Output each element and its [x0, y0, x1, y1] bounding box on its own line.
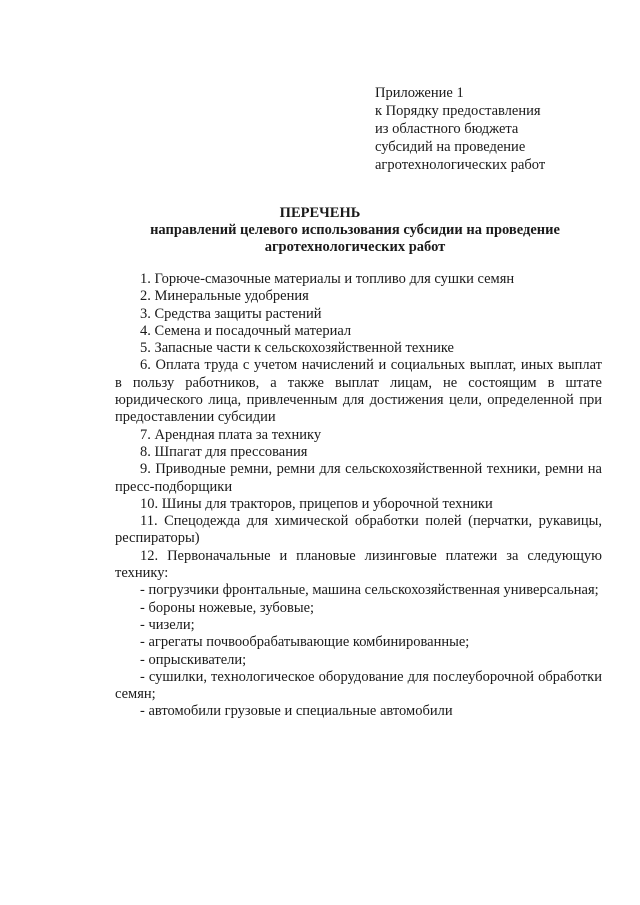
- list-item: - погрузчики фронтальные, машина сельскохозяйственная универсальная;: [140, 582, 599, 599]
- appendix-line: Приложение 1: [375, 85, 464, 101]
- list-item: - автомобили грузовые и специальные автомобили: [140, 703, 453, 720]
- appendix-line: к Порядку предоставления: [375, 103, 541, 119]
- list-item: 3. Средства защиты растений: [140, 305, 322, 322]
- appendix-line: из областного бюджета: [375, 121, 519, 137]
- document-subtitle: направлений целевого использования субсидии на проведение агротехнологических работ: [150, 222, 560, 255]
- list-item: 7. Арендная плата за технику: [140, 426, 322, 443]
- list-item: - чизели;: [140, 616, 195, 633]
- list-item: - бороны ножевые, зубовые;: [140, 599, 315, 616]
- list-item: 9. Приводные ремни, ремни для сельскохозяйственной техники, ремни на пресс-подборщики: [115, 461, 602, 495]
- list-item: - сушилки, технологическое оборудование для послеуборочной обработки семян;: [115, 668, 602, 703]
- list-item: 4. Семена и посадочный материал: [140, 322, 352, 339]
- list-item: - опрыскиватели;: [140, 651, 247, 668]
- document-body: [115, 271, 602, 721]
- list-item: 2. Минеральные удобрения: [140, 288, 309, 305]
- list-item: 8. Шпагат для прессования: [140, 443, 308, 460]
- document-title: ПЕРЕЧЕНЬ: [279, 205, 361, 221]
- appendix-line: субсидий на проведение: [375, 139, 526, 155]
- list-item: 6. Оплата труда с учетом начислений и социальных выплат, иных выплат в пользу работников, а также выплат лицам, не состоящим в штате юридического лица, привлеченным для достижения цели, определенной при предоставлении субсидии: [115, 357, 602, 426]
- list-item: 12. Первоначальные и плановые лизинговые платежи за следующую технику:: [115, 547, 602, 582]
- list-item: 11. Спецодежда для химической обработки полей (перчатки, рукавицы, респираторы): [115, 513, 602, 547]
- appendix-line: агротехнологических работ: [375, 157, 546, 173]
- appendix-block: [375, 84, 545, 174]
- list-item: - агрегаты почвообрабатывающие комбинированные;: [140, 634, 470, 651]
- list-item: 10. Шины для тракторов, прицепов и уборочной техники: [140, 495, 493, 512]
- list-item: 5. Запасные части к сельскохозяйственной технике: [140, 340, 454, 357]
- list-item: 1. Горюче-смазочные материалы и топливо для сушки семян: [140, 271, 515, 287]
